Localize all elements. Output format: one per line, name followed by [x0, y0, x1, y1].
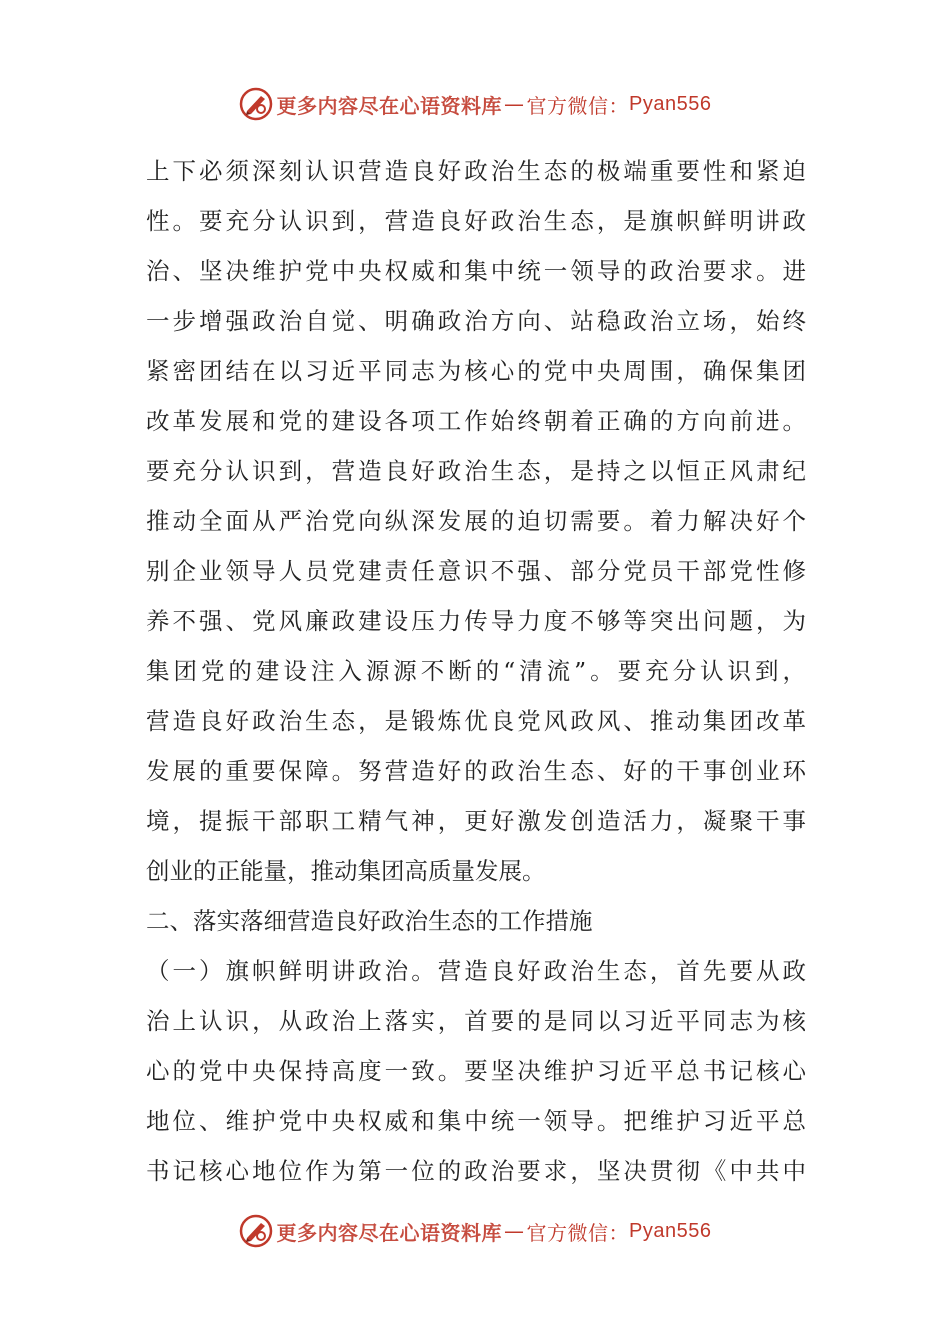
banner-site-name: 更多内容尽在心语资料库 — [276, 1220, 503, 1245]
text-line: （一）旗帜鲜明讲政治。营造良好政治生态，首先要从政 — [146, 957, 806, 985]
text-line: 心的党中央保持高度一致。要坚决维护习近平总书记核心 — [146, 1057, 806, 1085]
text-line: 一步增强政治自觉、明确政治方向、站稳政治立场，始终 — [146, 307, 806, 335]
text-line: 创业的正能量，推动集团高质量发展。 — [146, 857, 546, 885]
text-line: 紧密团结在以习近平同志为核心的党中央周围，确保集团 — [146, 357, 806, 385]
banner-wechat-id: Pyan556 — [629, 92, 712, 115]
banner-separator: — — [504, 92, 525, 116]
text-line: 推动全面从严治党向纵深发展的迫切需要。着力解决好个 — [146, 507, 806, 535]
text-line: 养不强、党风廉政建设压力传导力度不够等突出问题，为 — [146, 607, 806, 635]
text-line: 要充分认识到，营造良好政治生态，是持之以恒正风肃纪 — [146, 457, 806, 485]
text-line: 地位、维护党中央权威和集中统一领导。把维护习近平总 — [146, 1107, 806, 1135]
banner-site-name: 更多内容尽在心语资料库 — [276, 93, 503, 118]
text-line: 集团党的建设注入源源不断的“清流”。要充分认识到， — [146, 657, 806, 685]
footer-banner — [0, 1211, 950, 1251]
banner-wechat-id: Pyan556 — [629, 1219, 712, 1242]
text-line: 发展的重要保障。努营造好的政治生态、好的干事创业环 — [146, 757, 806, 785]
text-line: 治上认识，从政治上落实，首要的是同以习近平同志为核 — [146, 1007, 806, 1035]
document-body — [146, 146, 806, 1196]
text-line: 性。要充分认识到，营造良好政治生态，是旗帜鲜明讲政 — [146, 207, 806, 235]
section-heading: 二、落实落细营造良好政治生态的工作措施 — [146, 907, 593, 935]
pen-logo-icon — [239, 87, 273, 121]
text-line: 治、坚决维护党中央权威和集中统一领导的政治要求。进 — [146, 257, 806, 285]
text-line: 别企业领导人员党建责任意识不强、部分党员干部党性修 — [146, 557, 806, 585]
text-line: 营造良好政治生态，是锻炼优良党风政风、推动集团改革 — [146, 707, 806, 735]
banner-wechat-label: 官方微信： — [526, 1220, 630, 1245]
text-line: 境，提振干部职工精气神，更好激发创造活力，凝聚干事 — [146, 807, 806, 835]
header-banner — [0, 84, 950, 124]
text-line: 改革发展和党的建设各项工作始终朝着正确的方向前进。 — [146, 407, 806, 435]
text-line: 书记核心地位作为第一位的政治要求，坚决贯彻《中共中 — [146, 1157, 806, 1185]
pen-logo-icon — [239, 1214, 273, 1248]
banner-wechat-label: 官方微信： — [526, 93, 630, 118]
banner-separator: — — [504, 1219, 525, 1243]
text-line: 上下必须深刻认识营造良好政治生态的极端重要性和紧迫 — [146, 157, 806, 185]
